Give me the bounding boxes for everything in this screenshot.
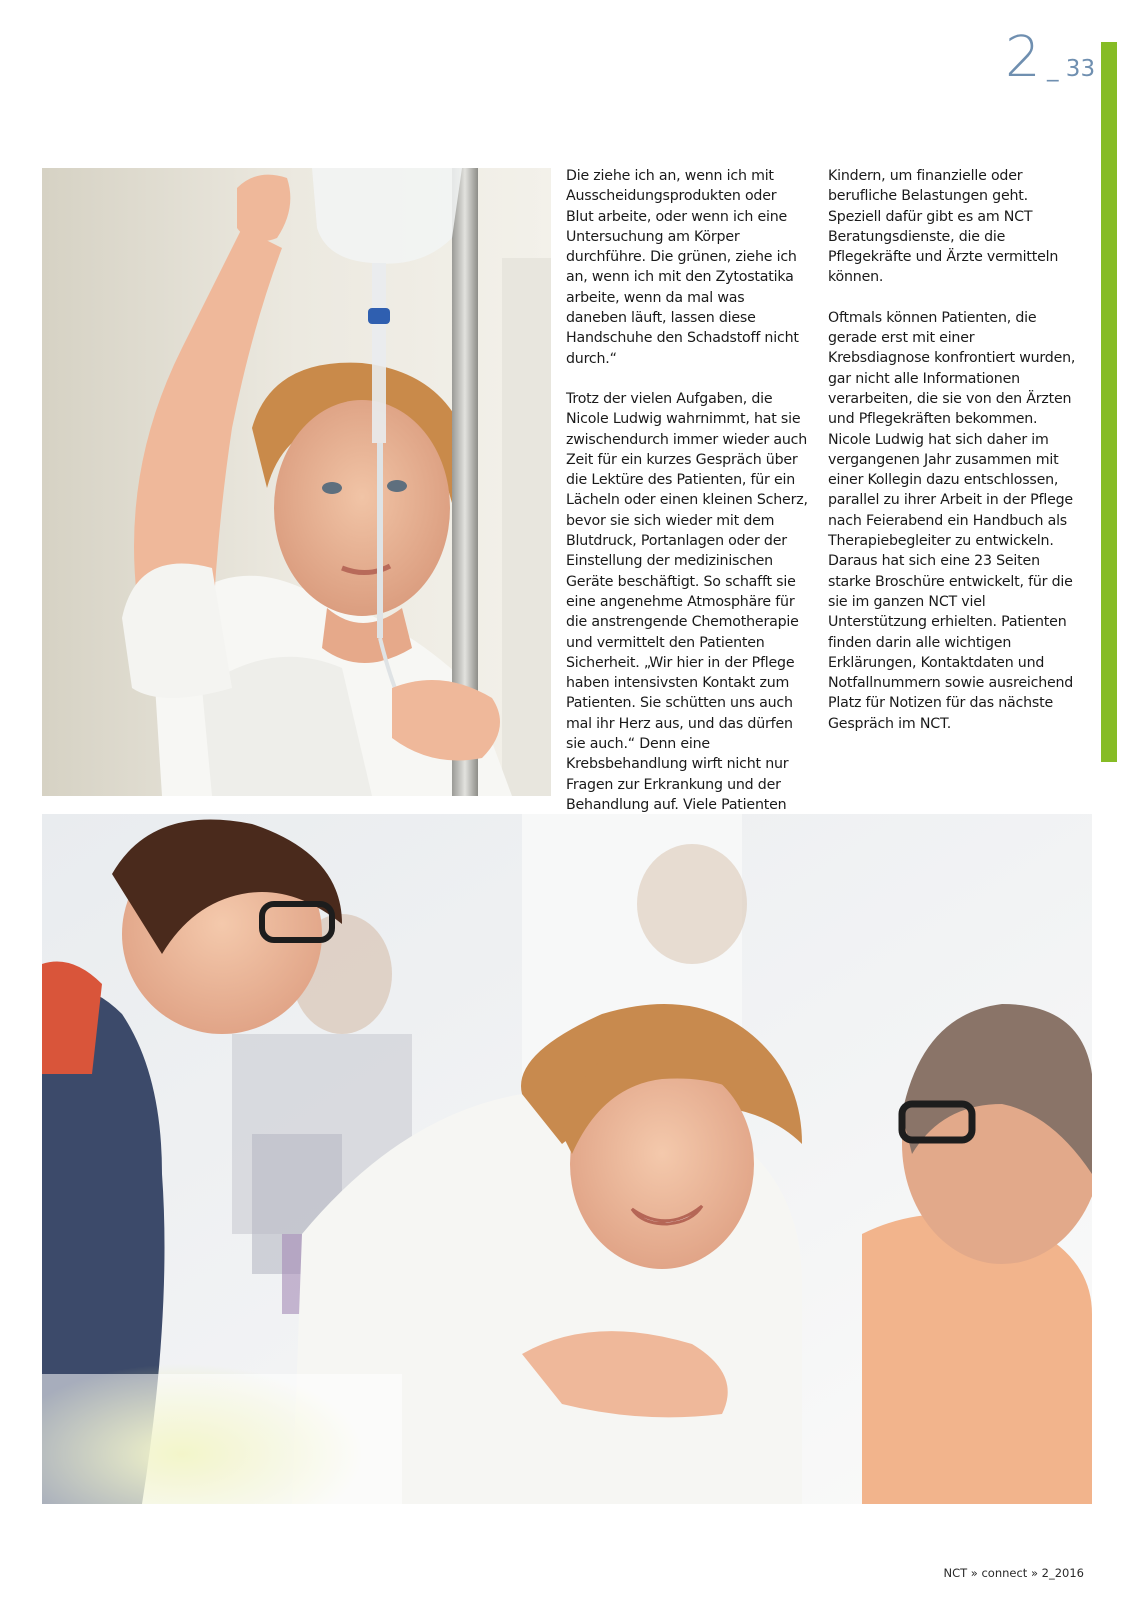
photo-nurse-iv-drip-image — [42, 168, 551, 796]
section-number: 2 — [1005, 25, 1041, 90]
photo-nurse-with-patients — [42, 814, 1092, 1504]
article-paragraph: Oftmals können Patienten, die gerade erst mit einer Krebsdiagnose konfrontiert wurden, gar nicht alle Informationen verarbeiten, die sie von den Ärzten und Pflegekräften bekommen. Nicole Ludwig hat sich daher im vergangenen Jahr zusammen mit einer Kollegin dazu entschlossen, parallel zu ihrer Arbeit in der Pflege nach Feierabend ein Handbuch als Therapiebegleiter zu entwickeln. Daraus hat sich eine 23 Seiten starke Broschüre entwickelt, für die sie im ganzen NCT viel Unterstützung erhielten. Patienten finden darin alle wichtigen Erklärungen, Kontaktdaten und Notfallnummern sowie ausreichend Platz für Notizen für das nächste Gespräch im NCT. — [828, 309, 1076, 732]
article-paragraph: Kindern, um finanzielle oder berufliche Belastungen geht. Speziell dafür gibt es am NCT Beratungsdienste, die die Pflegekräfte und Ärzte vermitteln können. — [828, 168, 1059, 286]
photo-nurse-with-patients-image — [42, 814, 1092, 1504]
photo-nurse-iv-drip — [42, 168, 551, 796]
article-paragraph: Die ziehe ich an, wenn ich mit Ausscheidungsprodukten oder Blut arbeite, oder wenn ich eine Untersuchung am Körper durchführe. Die grünen, ziehe ich an, wenn ich mit den Zytostatika arbeite, wenn da mal was daneben läuft, lassen diese Handschuhe den Schadstoff nicht durch.“ — [566, 168, 799, 367]
page-number: _ 33 — [1047, 56, 1096, 82]
section-color-bar — [1101, 42, 1117, 762]
article-column-2 — [828, 166, 1078, 754]
article-paragraph: Trotz der vielen Aufgaben, die Nicole Ludwig wahrnimmt, hat sie zwischendurch immer wieder auch Zeit für ein kurzes Gespräch über die Lektüre des Patienten, für ein Lächeln oder einen kleinen Scherz, bevor sie sich wieder mit dem Blutdruck, Portanlagen oder der Einstellung der medizinischen Geräte beschäftigt. So schafft sie eine angenehme Atmosphäre für die anstrengende Chemotherapie und vermittelt den Patienten Sicherheit. „Wir hier in der Pflege haben intensivsten Kontakt zum Patienten. Sie schütten uns auch mal ihr Herz aus, und das dürfen sie auch.“ Denn eine Krebsbehandlung wirft nicht nur Fragen zur Erkrankung und der Behandlung auf. Viele Patienten — [566, 390, 808, 813]
footer-publication: NCT » connect » 2_2016 — [943, 1566, 1084, 1580]
article-column-1 — [566, 166, 808, 916]
